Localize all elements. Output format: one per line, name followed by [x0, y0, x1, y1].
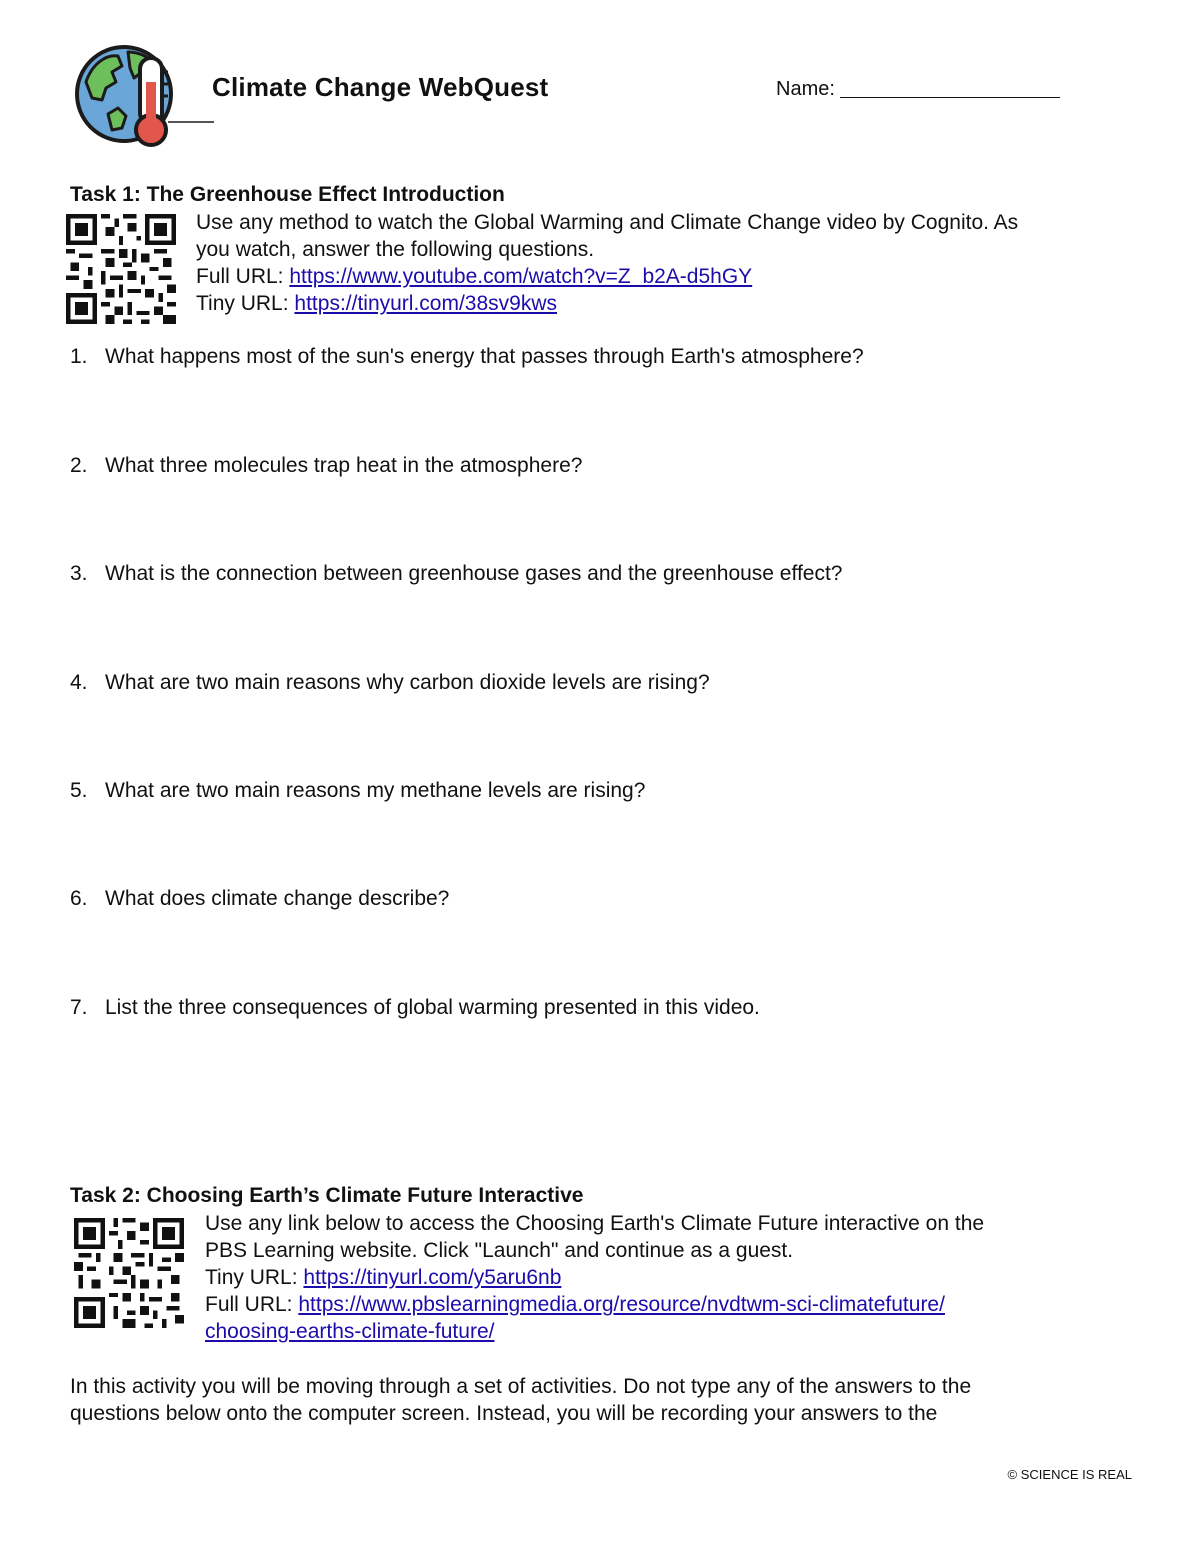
tiny-url-label: Tiny URL:	[196, 292, 295, 315]
task2-full-url-row	[205, 1291, 1145, 1318]
question-number: 6.	[70, 887, 88, 910]
page-title: Climate Change WebQuest	[212, 72, 549, 102]
task2-paragraph-line2: questions below onto the computer screen. Instead, you will be recording your answers to the	[70, 1402, 938, 1425]
question-text: What is the connection between greenhouse gases and the greenhouse effect?	[105, 562, 843, 585]
question-3	[70, 562, 842, 586]
question-7	[70, 996, 760, 1020]
task2-tiny-url-row	[205, 1264, 1145, 1291]
question-number: 3.	[70, 562, 88, 585]
task1-tiny-url-link[interactable]: https://tinyurl.com/38sv9kws	[294, 292, 558, 315]
task1-tiny-url-row	[196, 290, 1146, 317]
globe-thermometer-logo	[72, 42, 220, 150]
question-6	[70, 887, 449, 911]
task1-intro-line1: Use any method to watch the Global Warming and Climate Change video by Cognito. As	[196, 211, 1019, 234]
question-number: 4.	[70, 671, 88, 694]
question-number: 1.	[70, 345, 88, 368]
name-field[interactable]	[840, 97, 1060, 98]
name-label: Name:	[776, 78, 835, 100]
question-text: What happens most of the sun's energy that passes through Earth's atmosphere?	[105, 345, 864, 368]
tiny-url-label: Tiny URL:	[205, 1266, 304, 1289]
task1-full-url-row	[196, 263, 1146, 290]
question-text: What are two main reasons why carbon dioxide levels are rising?	[105, 671, 710, 694]
task2-tiny-url-link[interactable]: https://tinyurl.com/y5aru6nb	[303, 1266, 562, 1289]
task1-full-url-link[interactable]: https://www.youtube.com/watch?v=Z_b2A-d5hGY	[289, 265, 753, 288]
question-number: 7.	[70, 996, 88, 1019]
task2-full-url-link-part1[interactable]: https://www.pbslearningmedia.org/resource/nvdtwm-sci-climatefuture/	[298, 1293, 945, 1316]
question-4	[70, 671, 710, 695]
question-1	[70, 345, 864, 369]
question-2	[70, 454, 582, 478]
question-text: List the three consequences of global warming presented in this video.	[105, 996, 760, 1019]
qr-code-task1-icon	[66, 214, 176, 324]
task2-paragraph	[70, 1373, 1130, 1427]
task1-intro-line2: you watch, answer the following questions.	[196, 238, 595, 261]
footer-copyright: © SCIENCE IS REAL	[1007, 1467, 1132, 1482]
task2-full-url-row-continued	[205, 1318, 1145, 1345]
question-text: What are two main reasons my methane levels are rising?	[105, 779, 646, 802]
qr-code-task2-icon	[74, 1218, 184, 1328]
task2-intro-line2: PBS Learning website. Click "Launch" and continue as a guest.	[205, 1239, 794, 1262]
task1-intro	[196, 209, 1146, 317]
question-text: What does climate change describe?	[105, 887, 450, 910]
task1-heading: Task 1: The Greenhouse Effect Introduction	[70, 183, 505, 206]
question-number: 2.	[70, 454, 88, 477]
question-text: What three molecules trap heat in the atmosphere?	[105, 454, 583, 477]
task2-full-url-link-part2[interactable]: choosing-earths-climate-future/	[205, 1320, 495, 1343]
task2-heading: Task 2: Choosing Earth’s Climate Future Interactive	[70, 1184, 584, 1207]
full-url-label: Full URL:	[205, 1293, 299, 1316]
task2-intro	[205, 1210, 1145, 1345]
full-url-label: Full URL:	[196, 265, 290, 288]
question-number: 5.	[70, 779, 88, 802]
question-5	[70, 779, 645, 803]
task2-paragraph-line1: In this activity you will be moving through a set of activities. Do not type any of the answers to the	[70, 1375, 972, 1398]
task2-intro-line1: Use any link below to access the Choosing Earth's Climate Future interactive on the	[205, 1212, 985, 1235]
